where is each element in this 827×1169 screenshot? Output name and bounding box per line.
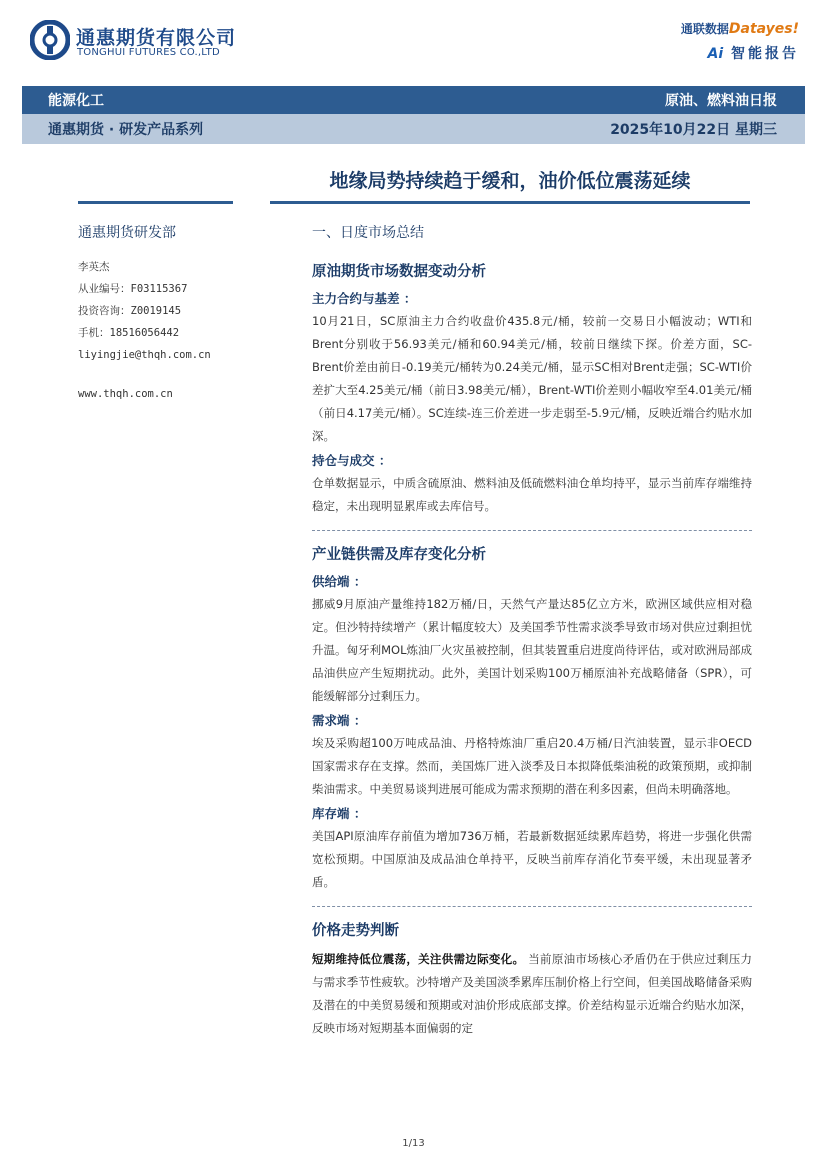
company-name-cn: 通惠期货有限公司	[76, 27, 237, 49]
subheading-inventory: 库存端 ：	[312, 806, 367, 821]
section-heading-daily-summary: 一、日度市场总结	[312, 225, 424, 241]
datayes-brand	[649, 20, 799, 63]
subheading-demand: 需求端 ：	[312, 713, 367, 728]
subheading-main-contract: 主力合约与基差 ：	[312, 291, 417, 306]
sidebar-rule	[78, 201, 233, 204]
consult-number: 投资咨询：Z0019145	[78, 305, 182, 317]
paragraph-supply: 挪威9月原油产量维持182万桶/日，天然气产量达85亿立方米，欧洲区域供应相对稳定。但沙特持续增产（累计幅度较大）及美国季节性需求淡季导致市场对供应过剩担忧升温。匈牙利MOL炼油厂火灾虽被控制，但其装置重启进度尚待评估，或对欧洲局部成品油供应产生短期扰动。此外，美国计划采购100万桶原油补充战略储备（SPR），可能缓解部分过剩压力。	[312, 597, 752, 703]
report-date: 2025年10月22日 星期三	[610, 122, 777, 138]
series-band	[22, 114, 805, 144]
email-address: liyingjie@thqh.com.cn	[78, 349, 211, 361]
website-link: www.thqh.com.cn	[78, 388, 173, 400]
company-logo	[30, 20, 250, 66]
subheading-position: 持仓与成交 ：	[312, 453, 392, 468]
section-title-supply-demand: 产业链供需及库存变化分析	[312, 547, 486, 563]
section-title-price-outlook: 价格走势判断	[312, 923, 399, 939]
brand-ai-logo: Ai	[707, 46, 724, 62]
brand-suffix: 智能报告	[731, 46, 799, 62]
phone-number: 手机：18516056442	[78, 327, 180, 339]
paragraph-main-contract: 10月21日，SC原油主力合约收盘价435.8元/桶，较前一交易日小幅波动；WTI和Brent分别收于56.93美元/桶和60.94美元/桶，较前日继续下探。价差方面，SC-Brent价差由前日-0.19美元/桶转为0.24美元/桶，显示SC相对Brent走强；SC-WTI价差扩大至4.25美元/桶（前日3.98美元/桶），Brent-WTI价差则小幅收窄至4.01美元/桶（前日4.17美元/桶）。SC连续-连三价差进一步走弱至-5.9元/桶，反映近端合约贴水加深。	[312, 314, 752, 443]
section-title-futures-data: 原油期货市场数据变动分析	[312, 264, 486, 280]
paragraph-position: 仓单数据显示，中质含硫原油、燃料油及低硫燃料油仓单均持平，显示当前库存端维持稳定，未出现明显累库或去库信号。	[312, 476, 752, 513]
report-type-label: 原油、燃料油日报	[665, 93, 777, 109]
price-outlook-body: 当前原油市场核心矛盾仍在于供应过剩压力与需求季节性疲软。沙特增产及美国淡季累库压制价格上行空间，但美国战略储备采购及潜在的中美贸易缓和预期或对油价形成底部支撑。价差结构显示近端合约贴水加深，反映市场对短期基本面偏弱的定	[312, 952, 753, 1035]
report-title: 地缘局势持续趋于缓和，油价低位震荡延续	[329, 170, 691, 192]
series-label: 通惠期货 · 研发产品系列	[48, 122, 204, 138]
category-band	[22, 86, 805, 114]
license-number: 从业编号：F03115367	[78, 283, 188, 295]
brand-top-line	[649, 20, 799, 37]
company-logo-icon	[30, 20, 70, 60]
paragraph-demand: 埃及采购超100万吨成品油、丹格特炼油厂重启20.4万桶/日汽油装置，显示非OECD国家需求存在支撑。然而，美国炼厂进入淡季及日本拟降低柴油税的政策预期，或抑制柴油需求。中美贸易谈判进展可能成为需求预期的潜在利多因素，但尚未明确落地。	[312, 736, 752, 796]
price-outlook-lead: 短期维持低位震荡，关注供需边际变化。	[312, 952, 525, 966]
subheading-supply: 供给端 ：	[312, 574, 367, 589]
category-label: 能源化工	[48, 93, 104, 109]
main-content	[312, 222, 752, 1043]
page-number: 1/13	[402, 1138, 425, 1149]
company-name-en: TONGHUI FUTURES CO.,LTD	[77, 47, 220, 58]
brand-prefix: 通联数据	[680, 22, 729, 36]
author-name: 李英杰	[78, 261, 110, 273]
paragraph-price-outlook	[312, 948, 752, 1040]
brand-datayes: Datayes!	[728, 21, 799, 37]
paragraph-inventory: 美国API原油库存前值为增加736万桶，若最新数据延续累库趋势，将进一步强化供需宽松预期。中国原油及成品油仓单持平，反映当前库存消化节奏平缓，未出现显著矛盾。	[312, 829, 752, 889]
title-rule	[270, 201, 750, 204]
author-sidebar	[78, 222, 248, 405]
section-divider	[312, 906, 752, 907]
research-dept: 通惠期货研发部	[78, 225, 176, 241]
section-divider	[312, 530, 752, 531]
brand-bottom-line	[649, 43, 799, 63]
